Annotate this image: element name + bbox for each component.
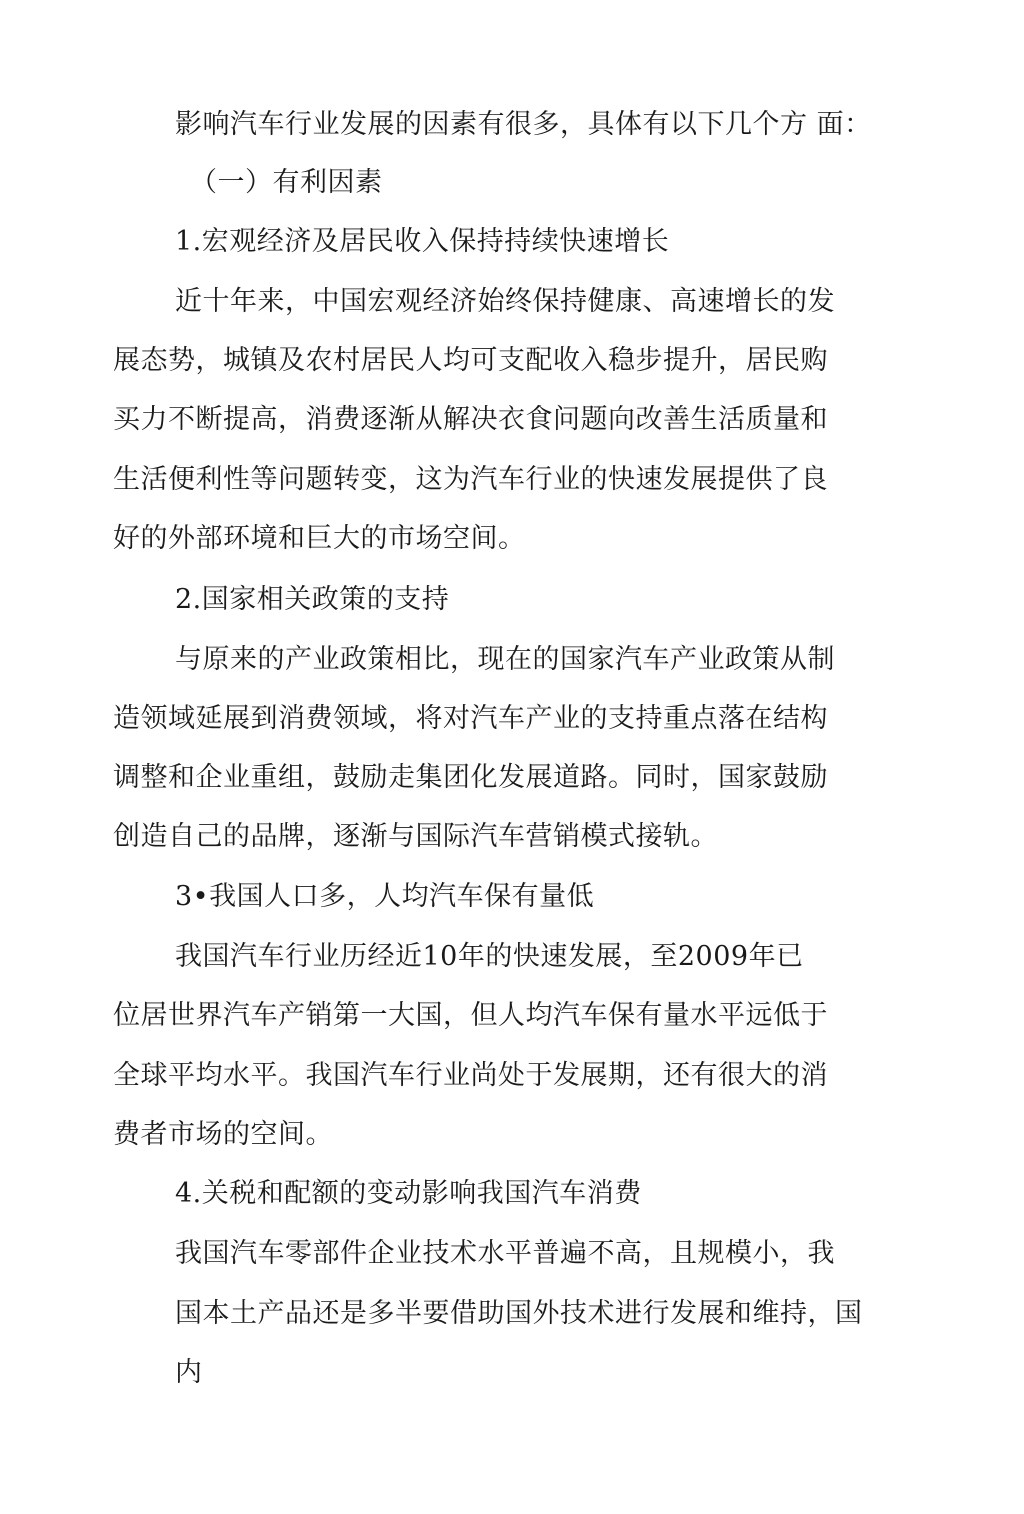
paragraph-line: 造领域延展到消费领域，将对汽车产业的支持重点落在结构 — [113, 703, 828, 734]
paragraph-line: 买力不断提高，消费逐渐从解决衣食问题向改善生活质量和 — [113, 404, 828, 435]
paragraph-line: 创造自己的品牌，逐渐与国际汽车营销模式接轨。 — [113, 821, 718, 852]
paragraph-line: 近十年来，中国宏观经济始终保持健康、高速增长的发 — [175, 286, 835, 317]
paragraph-line: 我国汽车零部件企业技术水平普遍不高，且规模小，我 — [175, 1238, 835, 1269]
paragraph-line: 与原来的产业政策相比，现在的国家汽车产业政策从制 — [175, 644, 835, 675]
paragraph-line: 调整和企业重组，鼓励走集团化发展道路。同时，国家鼓励 — [113, 762, 828, 793]
subheading-1: 1.宏观经济及居民收入保持持续快速增长 — [175, 226, 670, 257]
paragraph-line: 位居世界汽车产销第一大国，但人均汽车保有量水平远低于 — [113, 1000, 828, 1031]
subheading-4: 4.关税和配额的变动影响我国汽车消费 — [175, 1178, 642, 1209]
paragraph-line: 全球平均水平。我国汽车行业尚处于发展期，还有很大的消 — [113, 1060, 828, 1091]
paragraph-line: 生活便利性等问题转变，这为汽车行业的快速发展提供了良 — [113, 464, 828, 495]
paragraph-line: 费者市场的空间。 — [113, 1119, 333, 1150]
paragraph-line: 展态势，城镇及农村居民人均可支配收入稳步提升，居民购 — [113, 345, 828, 376]
paragraph-line: 内 — [175, 1357, 203, 1388]
subheading-3: 3•我国人口多，人均汽车保有量低 — [175, 881, 595, 912]
intro-line: 影响汽车行业发展的因素有很多，具体有以下几个方 面： — [175, 109, 872, 140]
paragraph-line: 国本土产品还是多半要借助国外技术进行发展和维持，国 — [175, 1298, 863, 1329]
paragraph-line: 我国汽车行业历经近10年的快速发展，至2009年已 — [175, 941, 804, 972]
subheading-2: 2.国家相关政策的支持 — [175, 584, 450, 615]
section-heading-favorable-factors: （一）有利因素 — [190, 167, 383, 198]
paragraph-line: 好的外部环境和巨大的市场空间。 — [113, 523, 526, 554]
